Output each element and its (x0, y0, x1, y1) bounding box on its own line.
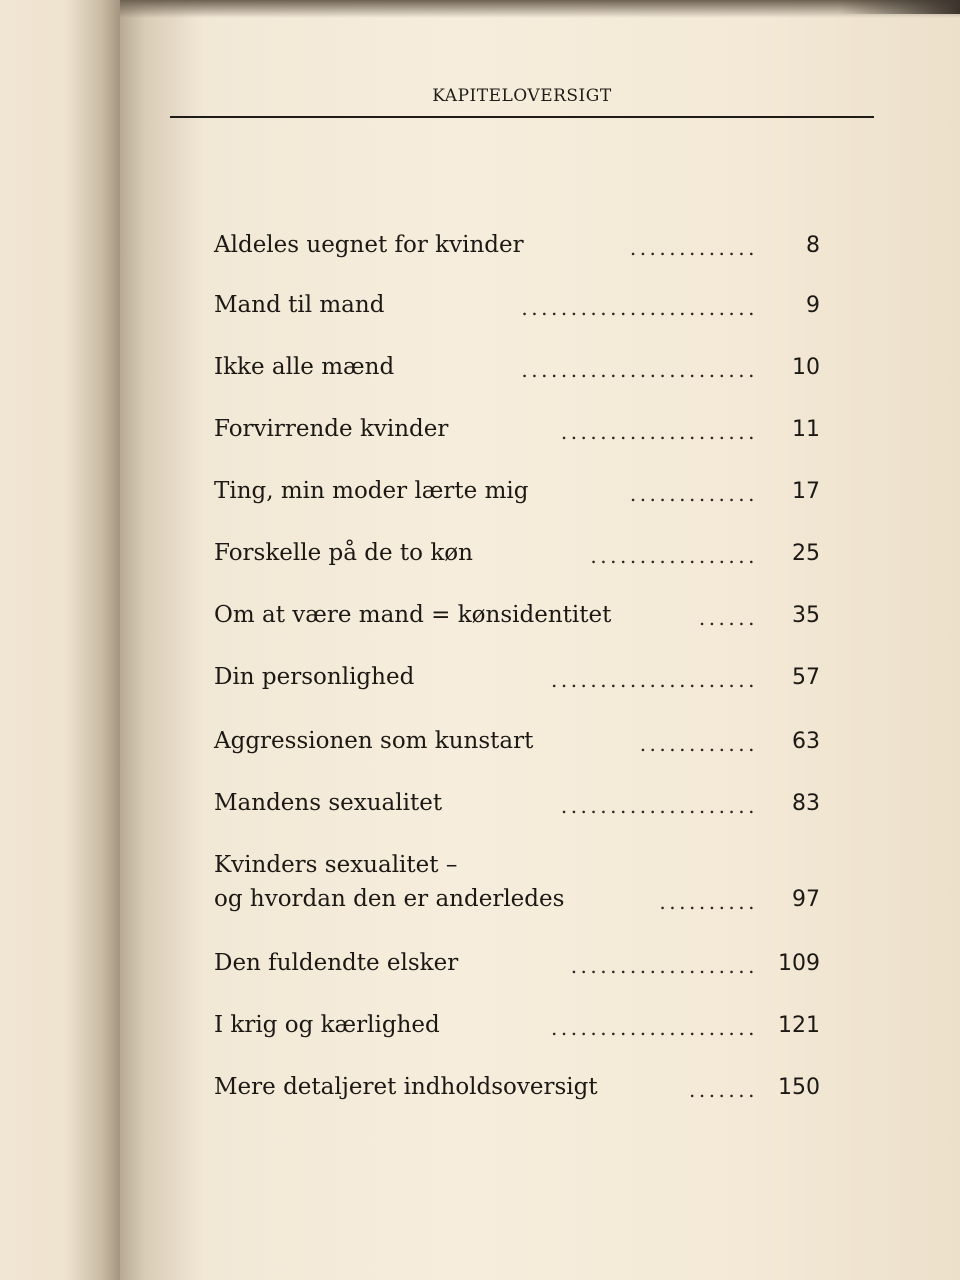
toc-entry-title: Forskelle på de to køn (214, 540, 473, 566)
toc-entry-title: og hvordan den er anderledes (214, 886, 565, 912)
toc-entry-page: 25 (792, 541, 820, 566)
toc-entry-page: 9 (806, 293, 820, 318)
toc-entry-page: 83 (792, 791, 820, 816)
toc-entry-title: Aldeles uegnet for kvinder (214, 232, 524, 258)
toc-entry[interactable] (214, 222, 820, 262)
toc-entry-page: 35 (792, 603, 820, 628)
toc-entry[interactable] (214, 940, 820, 980)
toc-entry[interactable] (214, 1002, 820, 1042)
dot-leader: .......... (659, 890, 758, 910)
toc-entry[interactable] (214, 718, 820, 758)
toc-entry[interactable] (214, 282, 820, 322)
header-rule (170, 116, 874, 118)
toc-entry[interactable] (214, 406, 820, 446)
toc-entry[interactable] (214, 344, 820, 384)
dot-leader: ..................... (550, 1016, 758, 1036)
dot-leader: ............. (629, 482, 758, 502)
toc-entry-title: Ting, min moder lærte mig (214, 478, 529, 504)
page-top-shadow (120, 0, 960, 18)
toc-entry[interactable] (214, 468, 820, 508)
toc-entry-page: 109 (778, 951, 820, 976)
dot-leader: ........................ (521, 358, 758, 378)
toc-entry-page: 63 (792, 729, 820, 754)
toc-entry[interactable] (214, 592, 820, 632)
dot-leader: ........................ (521, 296, 758, 316)
toc-entry-title: Mand til mand (214, 292, 385, 318)
toc-entry[interactable] (214, 852, 820, 916)
running-head: KAPITELOVERSIGT (432, 86, 612, 106)
toc-entry-page: 57 (792, 665, 820, 690)
toc-entry-title: Din personlighed (214, 664, 415, 690)
toc-entry-title: Om at være mand = kønsidentitet (214, 602, 612, 628)
toc-entry-title: Mere detaljeret indholdsoversigt (214, 1074, 598, 1100)
dot-leader: ..................... (550, 668, 758, 688)
toc-entry-page: 17 (792, 479, 820, 504)
toc-entry-title: Den fuldendte elsker (214, 950, 459, 976)
toc-entry-title: Aggressionen som kunstart (214, 728, 534, 754)
toc-entry-title: Forvirrende kvinder (214, 416, 449, 442)
dot-leader: ...... (698, 606, 758, 626)
toc-entry[interactable] (214, 654, 820, 694)
dot-leader: ....... (688, 1078, 758, 1098)
toc-entry[interactable] (214, 1064, 820, 1104)
dot-leader: ................. (590, 544, 758, 564)
toc-entry-page: 121 (778, 1013, 820, 1038)
toc-entry[interactable] (214, 530, 820, 570)
toc-entry-title: Ikke alle mænd (214, 354, 395, 380)
toc-entry-page: 11 (792, 417, 820, 442)
toc-entry[interactable] (214, 780, 820, 820)
toc-entry-page: 10 (792, 355, 820, 380)
dot-leader: .................... (560, 420, 758, 440)
toc-entry-page: 8 (806, 233, 820, 258)
dot-leader: ................... (570, 954, 758, 974)
dot-leader: ............. (629, 236, 758, 256)
toc-entry-title-line1: Kvinders sexualitet – (214, 852, 458, 878)
dot-leader: .................... (560, 794, 758, 814)
facing-page-edge (0, 0, 120, 1280)
dot-leader: ............ (639, 732, 758, 752)
toc-entry-page: 97 (792, 887, 820, 912)
toc-entry-title: Mandens sexualitet (214, 790, 443, 816)
toc-entry-title: I krig og kærlighed (214, 1012, 440, 1038)
toc-entry-page: 150 (778, 1075, 820, 1100)
page-corner-shadow (840, 0, 960, 14)
